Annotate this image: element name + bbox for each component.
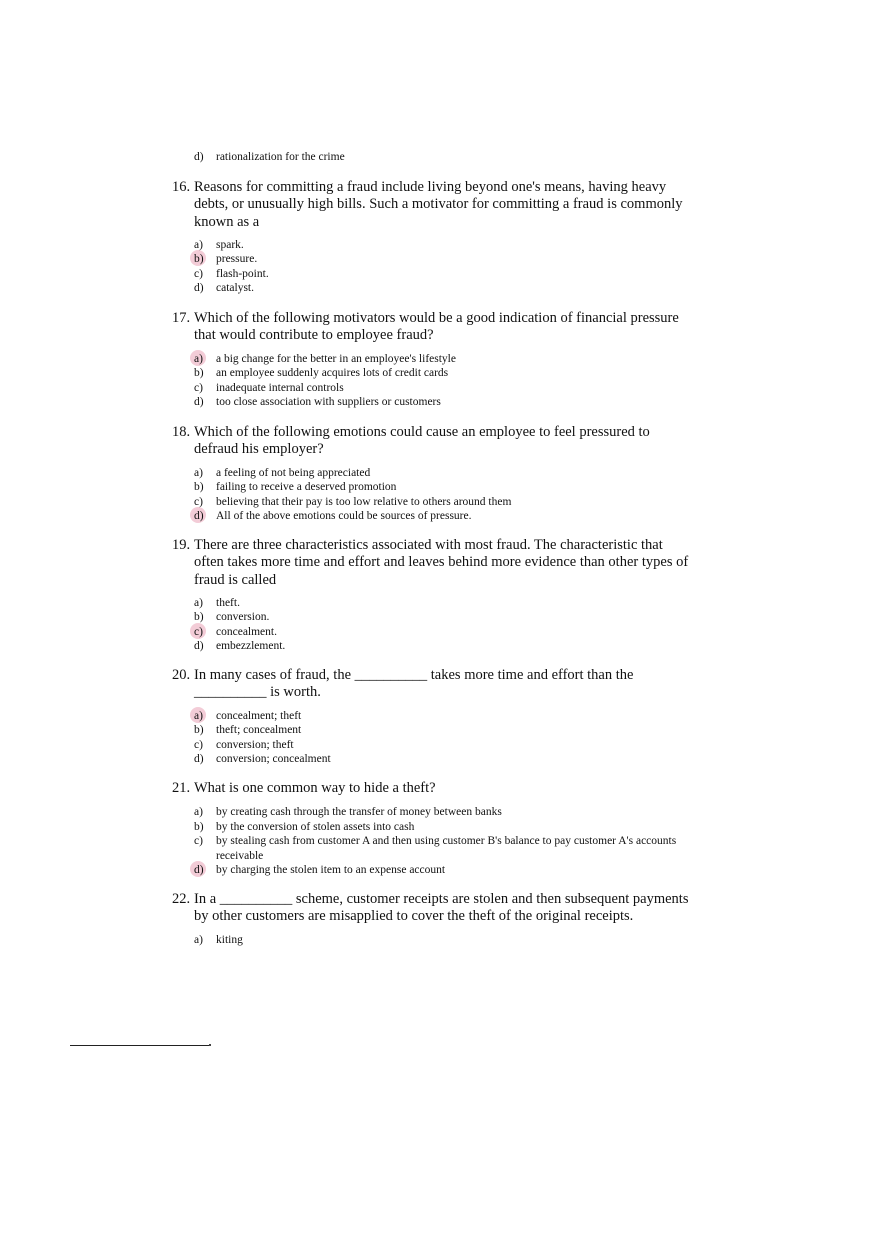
option-list: [194, 805, 712, 878]
option-text: by creating cash through the transfer of money between banks: [216, 806, 502, 819]
option-letter: [194, 352, 216, 367]
option-b[interactable]: [194, 723, 712, 738]
question-number: 21.: [172, 780, 191, 796]
option-text: by charging the stolen item to an expense account: [216, 864, 446, 877]
question-number: 18.: [172, 424, 191, 440]
option-letter: d): [194, 640, 204, 653]
option-a[interactable]: [194, 352, 712, 367]
option-a[interactable]: [194, 933, 712, 948]
question-stem: [172, 667, 712, 702]
option-a[interactable]: [194, 596, 712, 611]
option-c[interactable]: [194, 381, 712, 396]
question-text: [194, 780, 712, 797]
option-letter: a): [194, 238, 203, 251]
question-line: There are three characteristics associated with most fraud. The characteristic that: [194, 537, 663, 553]
option-letter: d): [194, 282, 204, 295]
option-letter-text: d): [194, 510, 204, 523]
option-letter-text: d): [194, 864, 204, 877]
option-letter: [194, 709, 216, 724]
option-list: [194, 709, 712, 767]
option-text: pressure.: [216, 253, 258, 266]
question-line: fraud is called: [194, 571, 277, 588]
option-letter-text: a): [194, 352, 203, 365]
option-letter: b): [194, 724, 204, 737]
option-c[interactable]: [194, 834, 712, 863]
option-text: believing that their pay is too low relative to others around them: [216, 495, 512, 508]
option-letter: c): [194, 495, 203, 508]
option-letter: b): [194, 611, 204, 624]
question-stem: [172, 537, 712, 589]
option-text: embezzlement.: [216, 640, 286, 653]
option-letter: b): [194, 481, 204, 494]
option-d[interactable]: [194, 281, 712, 296]
question-line: debts, or unusually high bills. Such a motivator for committing a fraud is commonly: [194, 196, 683, 213]
option-text: kiting: [216, 933, 243, 946]
option-list: [194, 466, 712, 524]
question-number: 20.: [172, 667, 191, 683]
question-16: [172, 179, 712, 296]
option-b[interactable]: [194, 366, 712, 381]
question-text: [194, 537, 712, 589]
question-text: [194, 179, 712, 231]
question-line: __________ is worth.: [194, 684, 321, 701]
option-b[interactable]: [194, 480, 712, 495]
option-letter: c): [194, 267, 203, 280]
option-text: spark.: [216, 238, 244, 251]
question-line: What is one common way to hide a theft?: [194, 780, 436, 796]
question-stem: [172, 179, 712, 231]
option-a[interactable]: [194, 805, 712, 820]
question-line: Reasons for committing a fraud include living beyond one's means, having heavy: [194, 179, 667, 195]
option-letter: a): [194, 596, 203, 609]
option-d[interactable]: [194, 639, 712, 654]
option-d[interactable]: [194, 863, 712, 878]
question-text: [194, 424, 712, 459]
option-letter: d): [194, 151, 204, 163]
option-letter-text: b): [194, 253, 204, 266]
option-b[interactable]: [194, 252, 712, 267]
option-letter: a): [194, 806, 203, 819]
question-17: [172, 310, 712, 410]
question-line: often takes more time and effort and leaves behind more evidence than other types of: [194, 554, 689, 571]
question-number: 22.: [172, 891, 191, 907]
option-letter: [194, 863, 216, 878]
question-stem: [172, 891, 712, 926]
continued-option: [194, 150, 345, 165]
footnote-separator: [70, 1045, 210, 1046]
option-letter: c): [194, 738, 203, 751]
option-text: rationalization for the crime: [216, 151, 345, 163]
option-text: by stealing cash from customer A and then using customer B's balance to pay customer A's accounts receivable: [216, 835, 677, 862]
question-21: [172, 780, 712, 878]
option-text: All of the above emotions could be sources of pressure.: [216, 510, 472, 523]
option-text: theft.: [216, 596, 240, 609]
option-a[interactable]: [194, 238, 712, 253]
option-text: inadequate internal controls: [216, 381, 344, 394]
option-letter: b): [194, 820, 204, 833]
question-line: In many cases of fraud, the __________ takes more time and effort than the: [194, 667, 634, 683]
option-letter: d): [194, 396, 204, 409]
question-text: [194, 891, 712, 926]
option-text: concealment; theft: [216, 709, 302, 722]
question-line: by other customers are misapplied to cover the theft of the original receipts.: [194, 908, 634, 925]
option-text: conversion.: [216, 611, 270, 624]
question-number: 17.: [172, 310, 191, 326]
question-text: [194, 310, 712, 345]
option-text: by the conversion of stolen assets into cash: [216, 820, 415, 833]
question-19: [172, 537, 712, 654]
option-letter: [194, 625, 216, 640]
option-letter: c): [194, 381, 203, 394]
option-c[interactable]: [194, 625, 712, 640]
option-c[interactable]: [194, 495, 712, 510]
option-list: [194, 596, 712, 654]
option-letter: a): [194, 466, 203, 479]
option-letter: b): [194, 367, 204, 380]
option-text: theft; concealment: [216, 724, 302, 737]
option-text: too close association with suppliers or customers: [216, 396, 441, 409]
option-letter: [194, 509, 216, 524]
option-d[interactable]: [194, 752, 712, 767]
option-letter: [194, 252, 216, 267]
question-line: In a __________ scheme, customer receipts are stolen and then subsequent payments: [194, 891, 689, 907]
option-letter: a): [194, 933, 203, 946]
question-20: [172, 667, 712, 767]
option-text: an employee suddenly acquires lots of credit cards: [216, 367, 449, 380]
question-line: defraud his employer?: [194, 441, 324, 458]
question-number: 19.: [172, 537, 191, 553]
question-line: known as a: [194, 213, 260, 230]
question-text: [194, 667, 712, 702]
option-letter: d): [194, 753, 204, 766]
option-d[interactable]: [194, 509, 712, 524]
option-letter-text: c): [194, 625, 203, 638]
option-text: conversion; concealment: [216, 753, 331, 766]
question-18: [172, 424, 712, 524]
option-text: flash-point.: [216, 267, 269, 280]
option-letter: c): [194, 835, 203, 848]
option-list: [194, 238, 712, 296]
question-line: that would contribute to employee fraud?: [194, 327, 434, 344]
option-a[interactable]: [194, 466, 712, 481]
option-c[interactable]: [194, 267, 712, 282]
option-list: [194, 352, 712, 410]
option-text: a big change for the better in an employee's lifestyle: [216, 352, 456, 365]
footnote-mark: [209, 1044, 211, 1046]
option-b[interactable]: [194, 820, 712, 835]
option-c[interactable]: [194, 738, 712, 753]
question-stem: [172, 310, 712, 345]
question-stem: [172, 424, 712, 459]
option-list: [194, 933, 712, 948]
option-letter-text: a): [194, 709, 203, 722]
question-22: [172, 891, 712, 947]
question-line: Which of the following emotions could cause an employee to feel pressured to: [194, 424, 650, 440]
question-number: 16.: [172, 179, 191, 195]
question-stem: [172, 780, 712, 797]
option-a[interactable]: [194, 709, 712, 724]
option-text: concealment.: [216, 625, 277, 638]
question-line: Which of the following motivators would be a good indication of financial pressure: [194, 310, 679, 326]
option-text: catalyst.: [216, 282, 254, 295]
option-text: conversion; theft: [216, 738, 294, 751]
option-text: failing to receive a deserved promotion: [216, 481, 397, 494]
option-d[interactable]: [194, 395, 712, 410]
option-b[interactable]: [194, 610, 712, 625]
option-text: a feeling of not being appreciated: [216, 466, 371, 479]
